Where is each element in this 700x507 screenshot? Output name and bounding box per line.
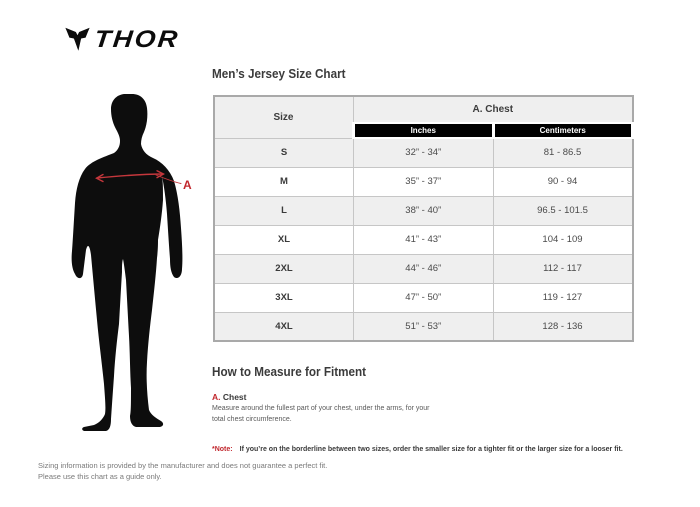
size-cell: 4XL bbox=[214, 312, 354, 341]
col-header-centimeters: Centimeters bbox=[493, 123, 633, 138]
male-silhouette bbox=[72, 94, 183, 431]
col-header-size: Size bbox=[214, 96, 354, 138]
disclaimer bbox=[38, 460, 327, 483]
size-chart-table bbox=[213, 95, 634, 342]
brand-logo bbox=[64, 24, 181, 54]
measure-point-label: A bbox=[183, 178, 192, 192]
size-chart-title: Men’s Jersey Size Chart bbox=[212, 66, 346, 81]
size-cell: XL bbox=[214, 225, 354, 254]
inches-cell: 32” - 34” bbox=[354, 138, 494, 167]
size-cell: L bbox=[214, 196, 354, 225]
inches-cell: 47” - 50” bbox=[354, 283, 494, 312]
size-cell: 2XL bbox=[214, 254, 354, 283]
size-cell: S bbox=[214, 138, 354, 167]
measure-item-letter: A. bbox=[212, 392, 221, 402]
table-row-4xl bbox=[214, 312, 633, 341]
size-cell: M bbox=[214, 167, 354, 196]
table-header-row bbox=[214, 96, 633, 123]
inches-cell: 35” - 37” bbox=[354, 167, 494, 196]
table-row-m bbox=[214, 167, 633, 196]
disclaimer-line-1: Sizing information is provided by the manufacturer and does not guarantee a perfect fit. bbox=[38, 461, 328, 470]
table-row-3xl bbox=[214, 283, 633, 312]
measure-item-title bbox=[212, 392, 430, 402]
inches-cell: 51” - 53” bbox=[354, 312, 494, 341]
col-header-chest: A. Chest bbox=[354, 96, 633, 123]
inches-cell: 44” - 46” bbox=[354, 254, 494, 283]
measure-item-name: Chest bbox=[222, 392, 247, 402]
note-text: If you’re on the borderline between two sizes, order the smaller size for a tighter fit or the larger size for a looser fit. bbox=[239, 446, 623, 453]
centimeters-cell: 96.5 - 101.5 bbox=[493, 196, 633, 225]
thor-horns-icon bbox=[64, 24, 91, 54]
col-header-inches: Inches bbox=[354, 123, 494, 138]
table-row-2xl bbox=[214, 254, 633, 283]
male-silhouette-graphic bbox=[70, 90, 198, 434]
centimeters-cell: 81 - 86.5 bbox=[493, 138, 633, 167]
centimeters-cell: 128 - 136 bbox=[493, 312, 633, 341]
sizing-note bbox=[212, 446, 623, 453]
table-row-xl bbox=[214, 225, 633, 254]
how-to-measure-heading: How to Measure for Fitment bbox=[212, 364, 367, 379]
brand-name: THOR bbox=[92, 26, 181, 53]
size-cell: 3XL bbox=[214, 283, 354, 312]
table-row-l bbox=[214, 196, 633, 225]
table-row-s bbox=[214, 138, 633, 167]
measure-item-description: Measure around the fullest part of your chest, under the arms, for your total chest circumference. bbox=[212, 405, 430, 423]
note-label: *Note: bbox=[212, 446, 233, 453]
disclaimer-line-2: Please use this chart as a guide only. bbox=[38, 472, 162, 482]
centimeters-cell: 104 - 109 bbox=[493, 225, 633, 254]
centimeters-cell: 119 - 127 bbox=[493, 283, 633, 312]
fitment-figure bbox=[70, 90, 198, 434]
centimeters-cell: 112 - 117 bbox=[493, 254, 633, 283]
inches-cell: 41” - 43” bbox=[354, 225, 494, 254]
centimeters-cell: 90 - 94 bbox=[493, 167, 633, 196]
how-to-measure-section bbox=[212, 364, 430, 426]
inches-cell: 38” - 40” bbox=[354, 196, 494, 225]
